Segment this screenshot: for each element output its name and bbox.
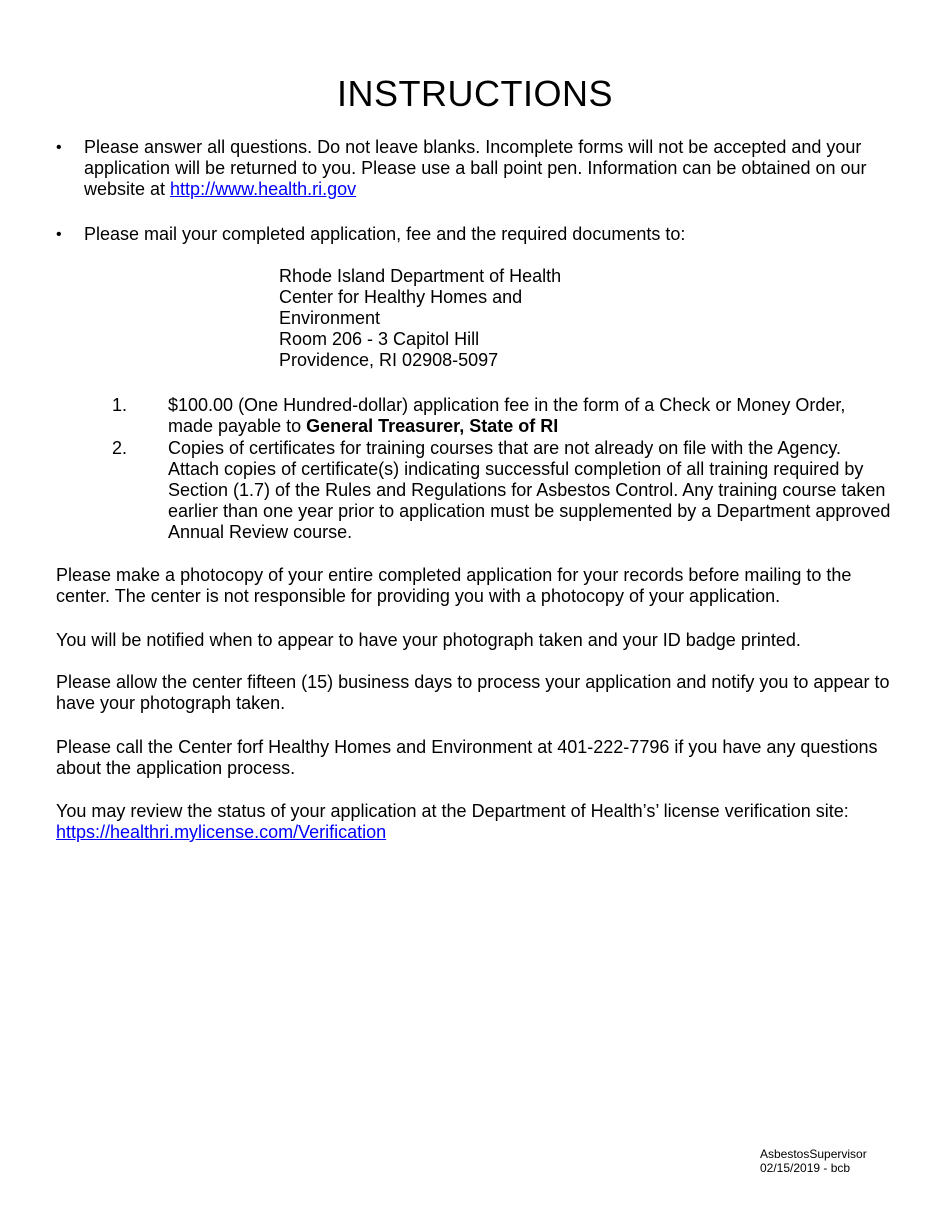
bullet-dot: • (56, 139, 62, 156)
address-line: Rhode Island Department of Health (279, 266, 562, 286)
numbered-item-fee (112, 395, 892, 437)
review-status-paragraph (56, 801, 896, 843)
review-status-text: You may review the status of your application at the Department of Health’s’ license verification site: (56, 801, 849, 821)
address-line: Room 206 - 3 Capitol Hill (279, 329, 480, 349)
fee-text: $100.00 (One Hundred-dollar) application fee in the form of a Check or Money Order, made payable to (168, 395, 846, 436)
footer-date: 02/15/2019 - bcb (760, 1161, 851, 1175)
bullet-dot: • (56, 226, 62, 243)
page-title: INSTRUCTIONS (337, 73, 613, 114)
bullet-answer-text: Please answer all questions. Do not leave blanks. Incomplete forms will not be accepted and your application will be returned to you. Please use a ball point pen. Information can be obtained on our website at (84, 137, 867, 199)
bullet-mail-application (56, 224, 896, 245)
photocopy-paragraph: Please make a photocopy of your entire completed application for your records before mailing to the center. The center is not responsible for providing you with a photocopy of your application. (56, 565, 852, 606)
address-line: Environment (279, 308, 381, 328)
item-text (168, 395, 892, 437)
numbered-item-certificates (112, 438, 892, 543)
contact-paragraph: Please call the Center forf Healthy Homes and Environment at 401-222-7796 if you have any questions about the application process. (56, 737, 878, 778)
website-link[interactable]: http://www.health.ri.gov (170, 179, 357, 199)
processing-time-paragraph: Please allow the center fifteen (15) business days to process your application and notify you to appear to have your photograph taken. (56, 672, 890, 713)
bullet-text (84, 137, 896, 200)
certificates-text: Copies of certificates for training courses that are not already on file with the Agency. Attach copies of certificate(s) indicating successful completion of all training required by Section (1.7) of the Rules and Regulations for Asbestos Control. Any training course taken earlier than one year prior to application must be supplemented by a Department approved Annual Review course. (168, 438, 891, 542)
bullet-answer-questions (56, 137, 896, 200)
footer-form-name: AsbestosSupervisor (760, 1147, 867, 1161)
bullet-mail-text: Please mail your completed application, fee and the required documents to: (84, 224, 686, 244)
item-number: 2. (112, 438, 128, 458)
mailing-address (279, 266, 599, 371)
address-line: Providence, RI 02908-5097 (279, 350, 499, 370)
verification-link[interactable]: https://healthri.mylicense.com/Verification (56, 822, 387, 842)
document-footer (760, 1147, 867, 1175)
item-number: 1. (112, 395, 128, 415)
payee-name: General Treasurer, State of RI (306, 416, 559, 436)
notified-paragraph: You will be notified when to appear to have your photograph taken and your ID badge printed. (56, 630, 801, 650)
address-line: Center for Healthy Homes and (279, 287, 523, 307)
